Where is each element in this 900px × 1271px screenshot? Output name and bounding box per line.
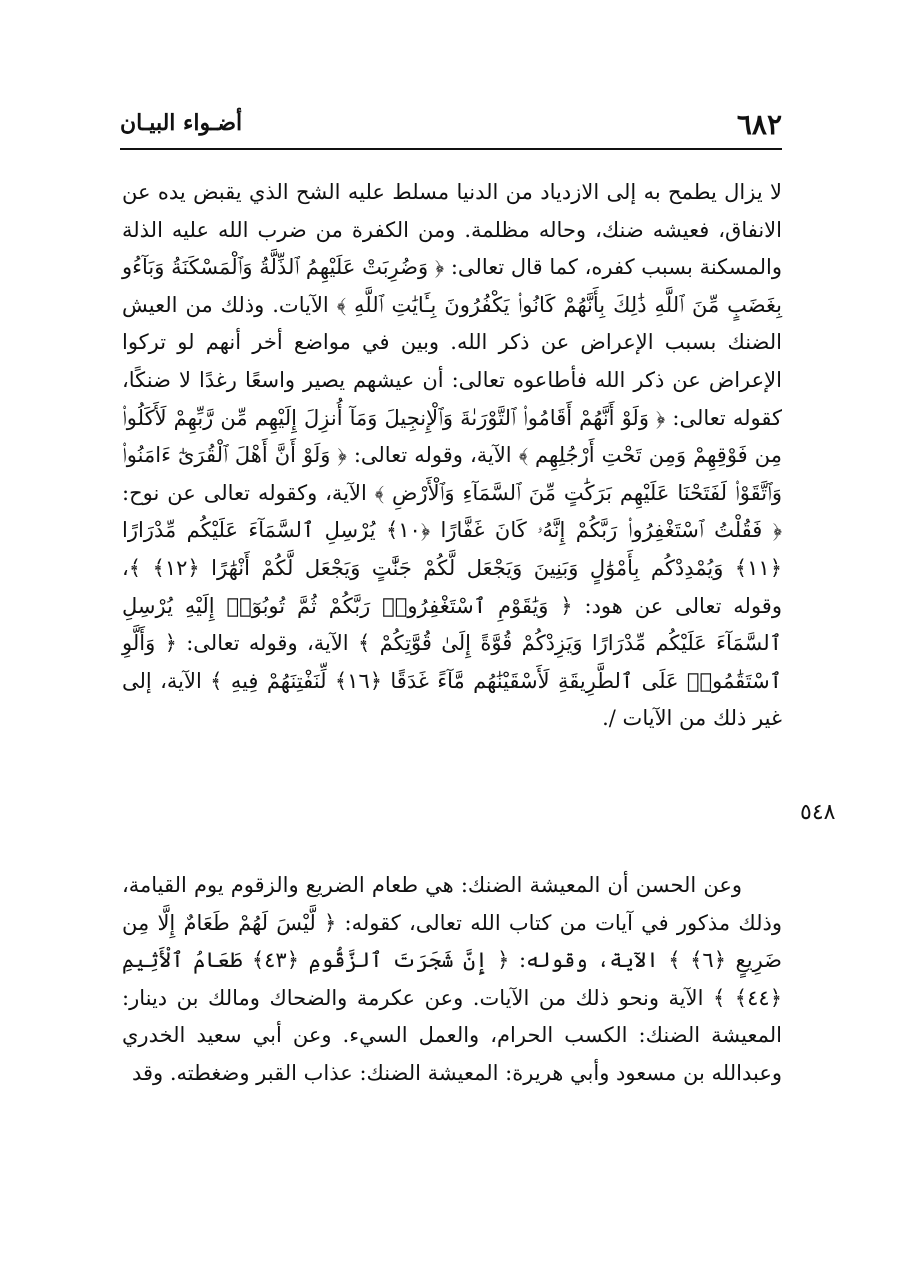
paragraph-2: وعن الحسن أن المعيشة الضنك: هي طعام الضريع والزقوم يوم القيامة، وذلك مذكور في آيات من كتاب الله تعالى، كقوله: ﴿ لَّيْسَ لَهُمْ طَعَامٌ إِلَّا مِن ضَرِيعٍ ﴿٦﴾ ﴾ الآية، وقوله: ﴿ إِنَّ شَجَرَتَ ٱلزَّقُّومِ ﴿٤٣﴾ طَعَامُ ٱلْأَثِيمِ ﴿٤٤﴾ ﴾ الآية ونحو ذلك من الآيات. وعن عكرمة والضحاك ومالك بن دينار: المعيشة الضنك: الكسب الحرام، والعمل السيء. وعن أبي سعيد الخدري وعبدالله بن مسعود وأبي هريرة: المعيشة الضنك: عذاب القبر وضغطته. وقد [122,873,782,1085]
page-number: ٦٨٢ [736,108,782,141]
running-title: أضـواء البيـان [120,110,243,136]
paragraph-1: لا يزال يطمح به إلى الازدياد من الدنيا مسلط عليه الشح الذي يقبض يده عن الانفاق، فعيشه ضنك، وحاله مظلمة. ومن الكفرة من ضرب الله عليه الذلة والمسكنة بسبب كفره، كما قال تعالى: ﴿ وَضُرِبَتْ عَلَيْهِمُ ٱلذِّلَّةُ وَٱلْمَسْكَنَةُ وَبَآءُو بِغَضَبٍ مِّنَ ٱللَّهِ ذَٰلِكَ بِأَنَّهُمْ كَانُوا۟ يَكْفُرُونَ بِـَٔايَٰتِ ٱللَّهِ ﴾ الآيات. وذلك من العيش الضنك بسبب الإعراض عن ذكر الله. وبين في مواضع أخر أنهم لو تركوا الإعراض عن ذكر الله فأطاعوه تعالى: أن عيشهم يصير واسعًا رغدًا لا ضنكًا، كقوله تعالى: ﴿ وَلَوْ أَنَّهُمْ أَقَامُوا۟ ٱلتَّوْرَىٰةَ وَٱلْإِنجِيلَ وَمَآ أُنزِلَ إِلَيْهِم مِّن رَّبِّهِمْ لَأَكَلُوا۟ مِن فَوْقِهِمْ وَمِن تَحْتِ أَرْجُلِهِم ﴾ الآية، وقوله تعالى: ﴿ وَلَوْ أَنَّ أَهْلَ ٱلْقُرَىٰٓ ءَامَنُوا۟ وَٱتَّقَوْا۟ لَفَتَحْنَا عَلَيْهِم بَرَكَٰتٍ مِّنَ ٱلسَّمَآءِ وَٱلْأَرْضِ ﴾ الآية، وكقوله تعالى عن نوح: ﴿ فَقُلْتُ ٱسْتَغْفِرُوا۟ رَبَّكُمْ إِنَّهُۥ كَانَ غَفَّارًا ﴿١٠﴾ يُرْسِلِ ٱلسَّمَآءَ عَلَيْكُم مِّدْرَارًا ﴿١١﴾ وَيُمْدِدْكُم بِأَمْوَٰلٍ وَبَنِينَ وَيَجْعَل لَّكُمْ جَنَّٰتٍ وَيَجْعَل لَّكُمْ أَنْهَٰرًا ﴿١٢﴾ ﴾، وقوله تعالى عن هود: ﴿ وَيَٰقَوْمِ ٱسْتَغْفِرُوا۟ رَبَّكُمْ ثُمَّ تُوبُوٓا۟ إِلَيْهِ يُرْسِلِ ٱلسَّمَآءَ عَلَيْكُم مِّدْرَارًا وَيَزِدْكُمْ قُوَّةً إِلَىٰ قُوَّتِكُمْ ﴾ الآية، وقوله تعالى: ﴿ وَأَلَّوِ ٱسْتَقَٰمُوا۟ عَلَى ٱلطَّرِيقَةِ لَأَسْقَيْنَٰهُم مَّآءً غَدَقًا ﴿١٦﴾ لِّنَفْتِنَهُمْ فِيهِ ﴾ الآية، إلى غير ذلك من الآيات /. [122,180,782,731]
margin-page-number: ٥٤٨ [800,800,836,825]
page-header [120,104,782,150]
